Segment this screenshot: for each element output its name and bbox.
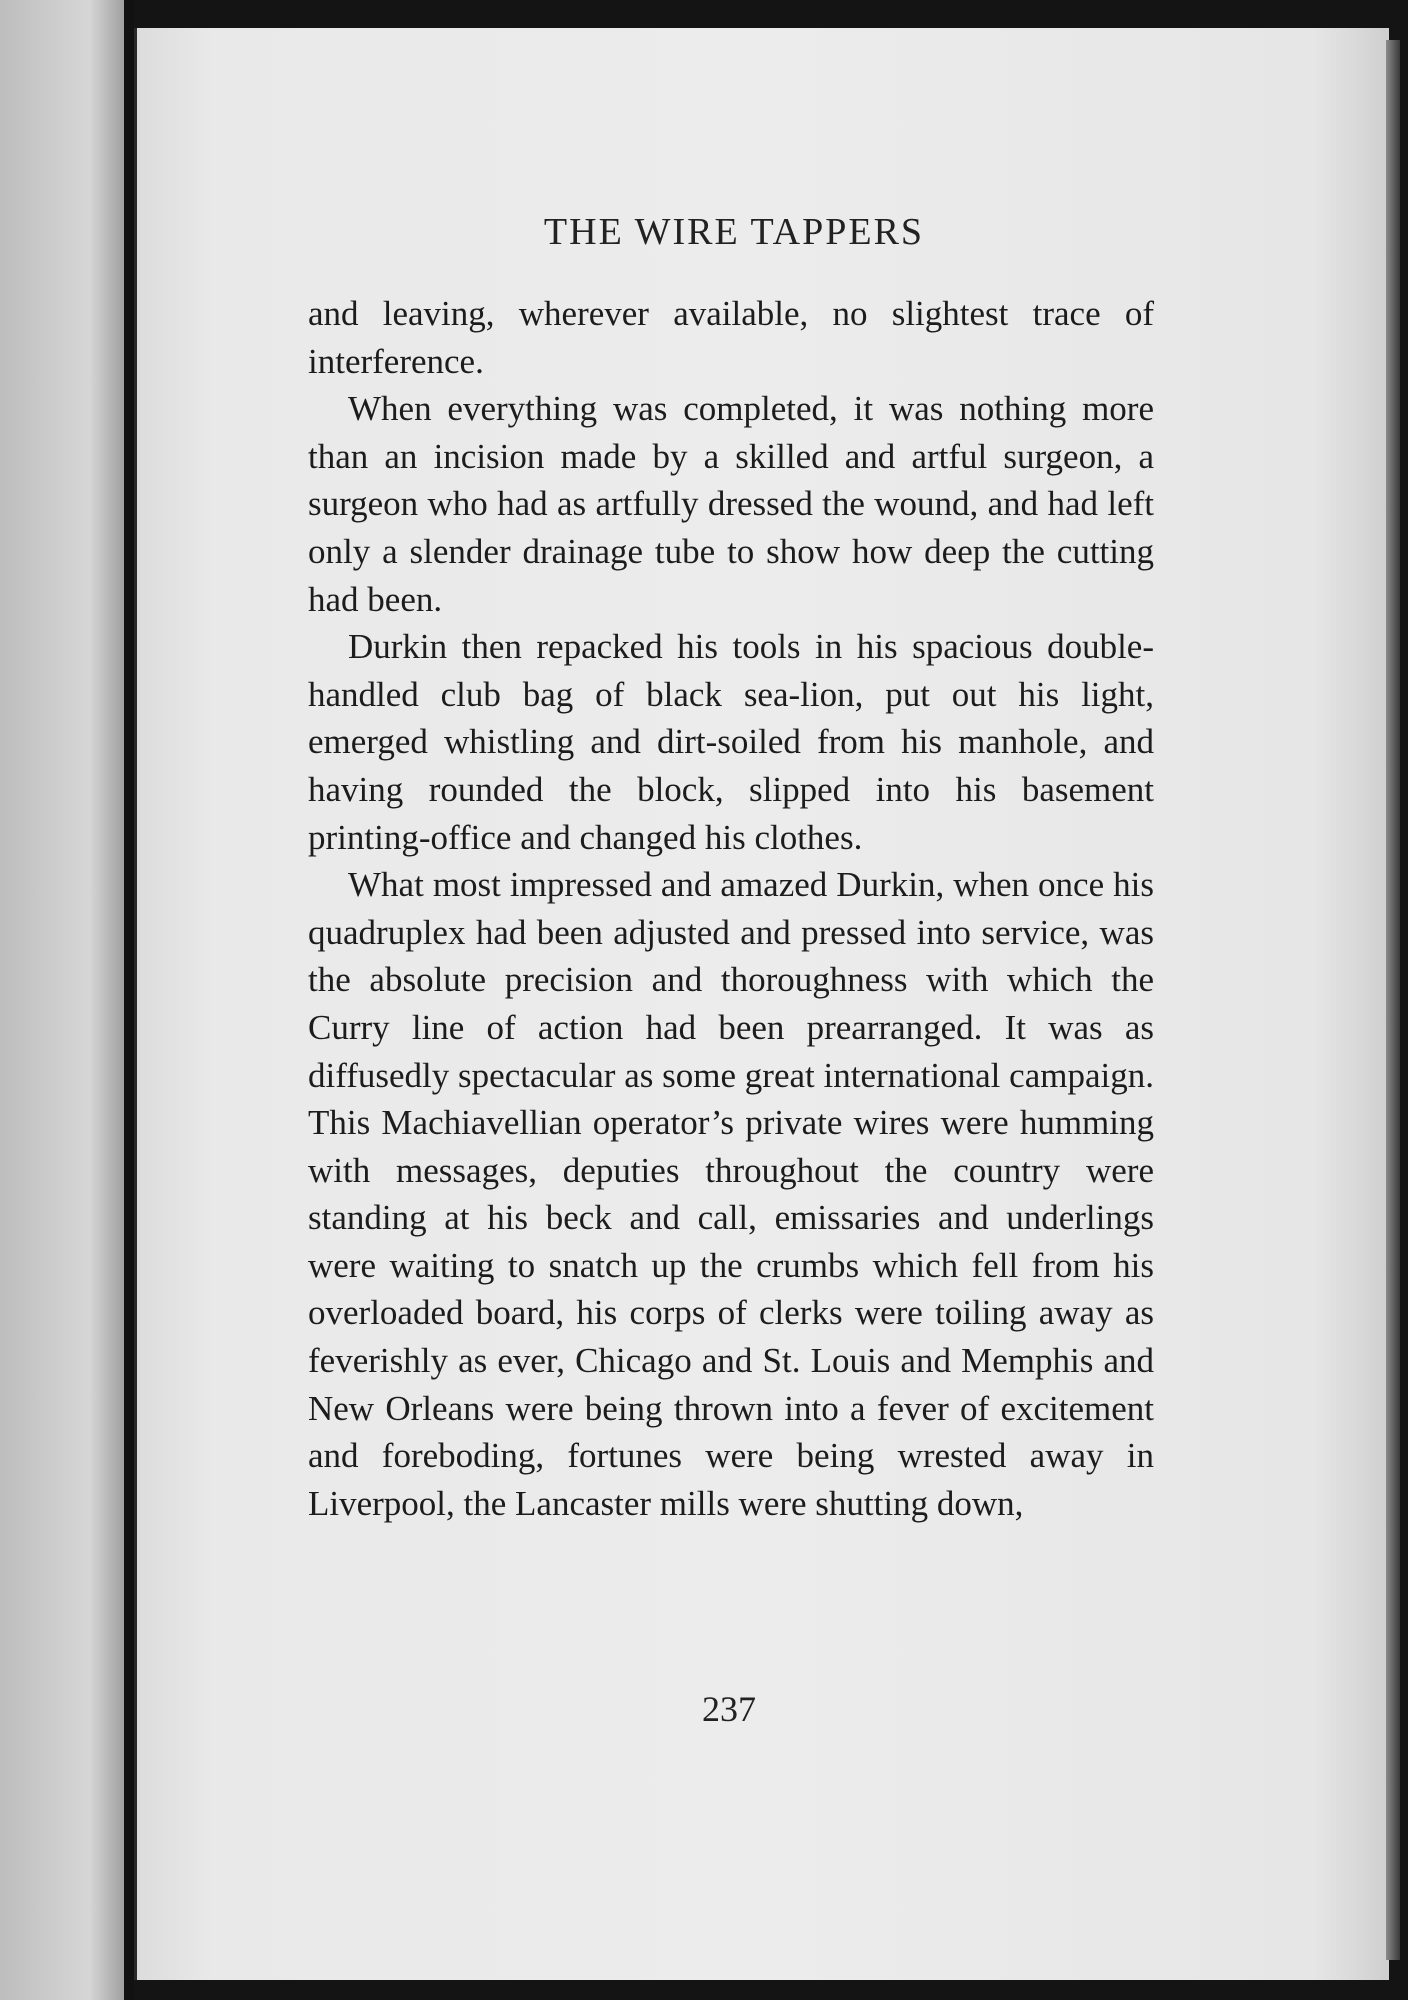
page-number: 237 — [702, 1689, 756, 1729]
paragraph-continued: and leaving, wherever available, no slightest trace of interference. — [308, 294, 1154, 381]
facing-page-edge — [0, 0, 128, 2000]
page-edge-shadow — [1386, 40, 1400, 1960]
book-gutter — [124, 0, 134, 2000]
paragraph: When everything was completed, it was nothing more than an incision made by a skilled and artful surgeon, a surgeon who had as artfully dressed the wound, and had left only a slender drainage tube to show how deep the cutting had been. — [308, 389, 1154, 619]
paragraph: Durkin then repacked his tools in his spacious double-handled club bag of black sea-lion, put out his light, emerged whistling and dirt-soiled from his manhole, and having rounded the block, slipped into his basement printing-office and changed his clothes. — [308, 627, 1154, 857]
body-text — [308, 290, 1154, 1527]
paragraph: What most impressed and amazed Durkin, when once his quadruplex had been adjusted and pressed into service, was the absolute precision and thoroughness with which the Curry line of action had been prearranged. It was as diffusedly spectacular as some great international campaign. This Machiavellian operator’s private wires were humming with messages, deputies throughout the country were standing at his beck and call, emissaries and underlings were waiting to snatch up the crumbs which fell from his overloaded board, his corps of clerks were toiling away as feverishly as ever, Chicago and St. Louis and Memphis and New Orleans were being thrown into a fever of excitement and foreboding, fortunes were being wrested away in Liverpool, the Lancaster mills were shutting down, — [308, 865, 1154, 1523]
running-head: THE WIRE TAPPERS — [543, 211, 925, 253]
